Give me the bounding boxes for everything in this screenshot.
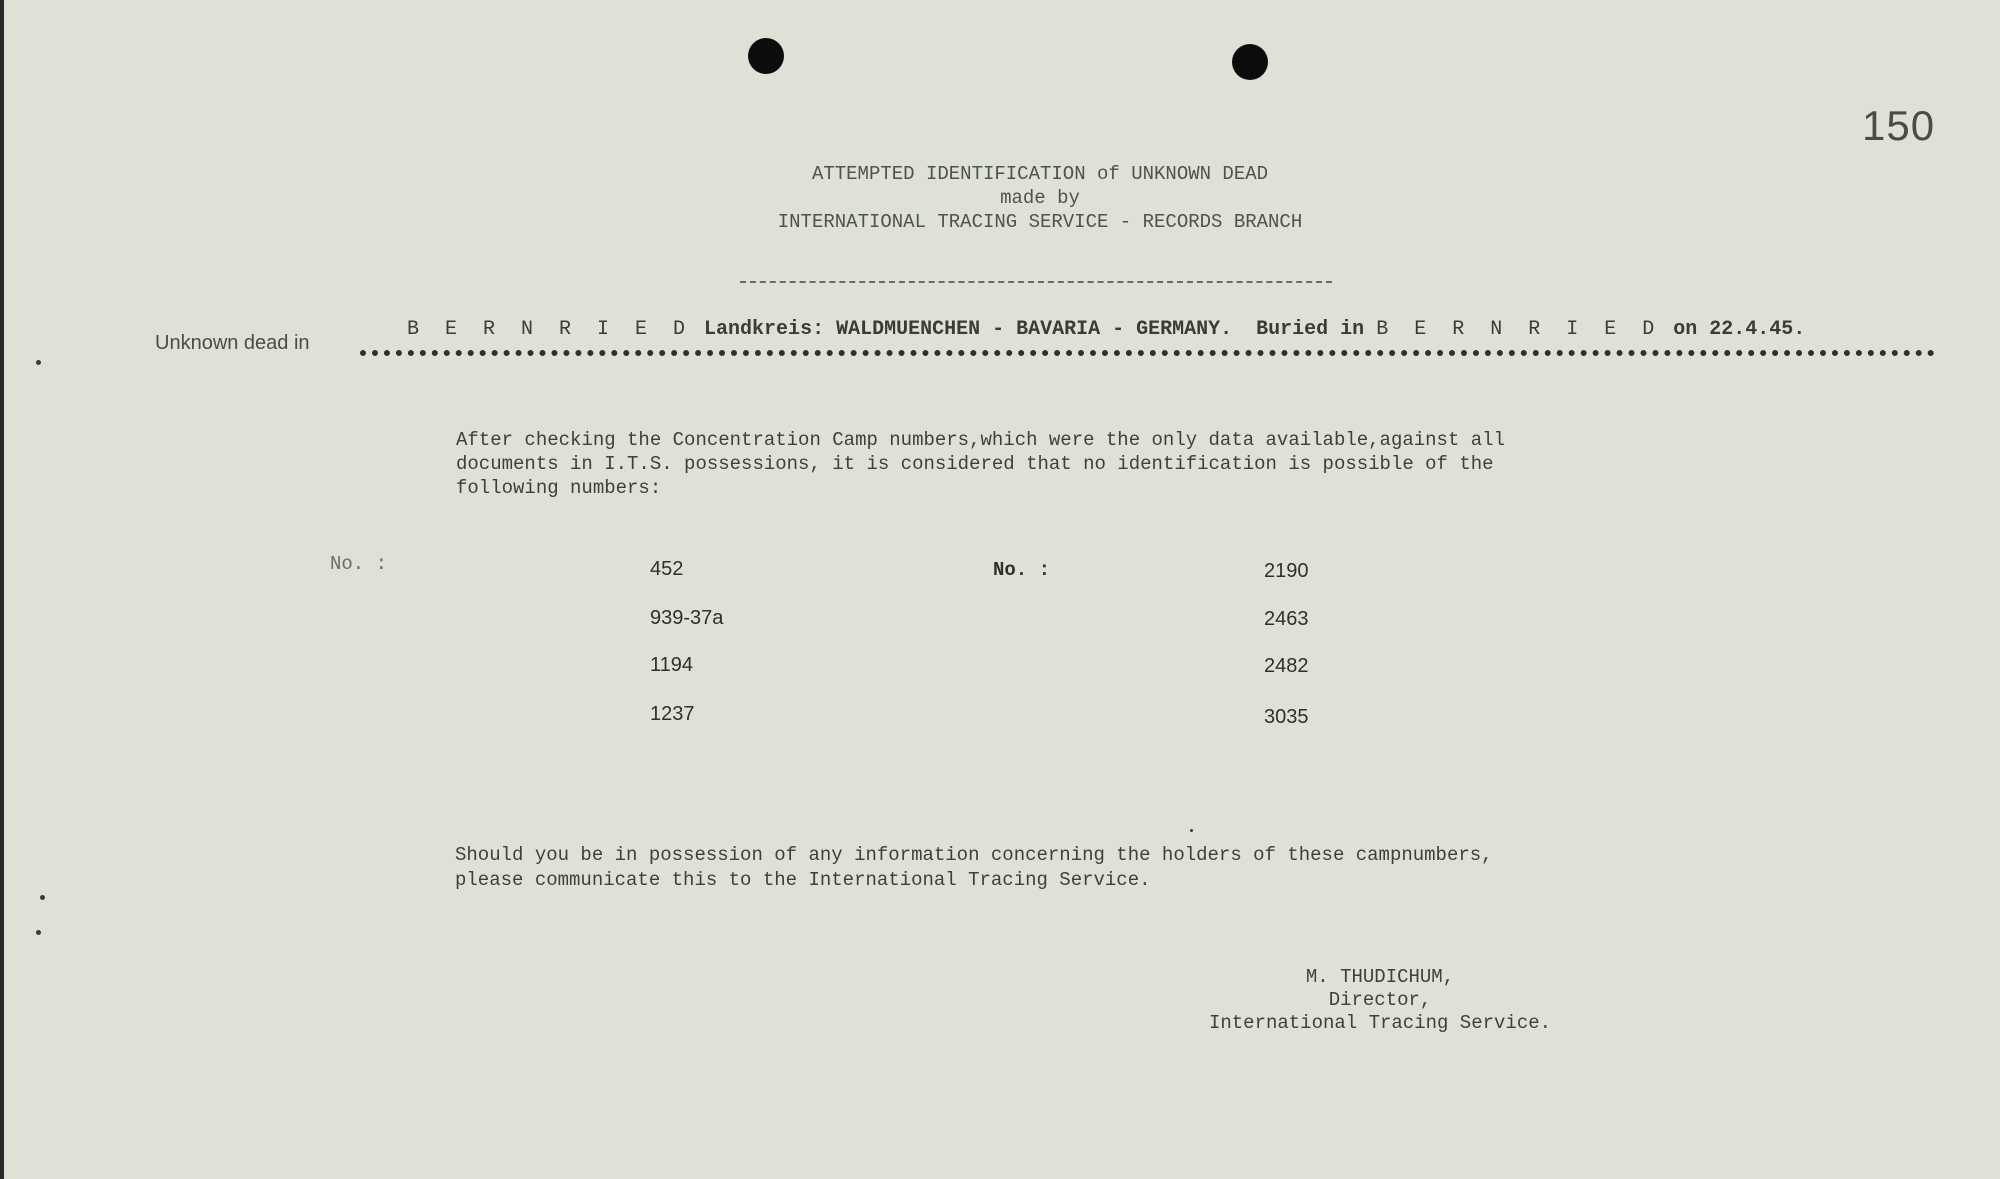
death-place: B E R N R I E D	[407, 318, 693, 341]
camp-number-right-2: 2463	[1264, 608, 1309, 630]
camp-number-left-4: 1237	[650, 703, 695, 725]
signatory-name: M. THUDICHUM,	[1305, 966, 1455, 988]
district: Landkreis: WALDMUENCHEN - BAVARIA - GERMANY.	[704, 318, 1233, 341]
unknown-dead-line	[155, 318, 1935, 358]
camp-number-left-3: 1194	[650, 654, 694, 676]
buried-label: Buried in	[1256, 318, 1365, 341]
camp-number-right-3: 2482	[1264, 655, 1309, 677]
camp-number-left-2: 939-37a	[650, 607, 724, 629]
paper-speck	[36, 360, 41, 365]
signature-block	[1150, 966, 1610, 1035]
header-title: ATTEMPTED IDENTIFICATION of UNKNOWN DEAD	[811, 163, 1269, 185]
closing-line-1: Should you be in possession of any information concerning the holders of these campnumbers,	[455, 844, 1493, 866]
numbers-label-left: No. :	[330, 553, 388, 575]
location-details	[407, 318, 1805, 341]
camp-number-right-1: 2190	[1264, 560, 1309, 582]
unknown-dead-label: Unknown dead in	[155, 332, 310, 354]
paper-speck	[40, 895, 45, 900]
camp-number-right-4: 3035	[1264, 706, 1309, 728]
dotted-leader	[360, 350, 1935, 356]
findings-line-3: following numbers:	[456, 477, 662, 499]
findings-line-1: After checking the Concentration Camp numbers,which were the only data available,against all	[456, 429, 1505, 451]
document-header	[560, 162, 1520, 234]
numbers-label-right: No. :	[993, 559, 1051, 581]
burial-place: B E R N R I E D	[1376, 318, 1662, 341]
header-made-by: made by	[1000, 187, 1080, 209]
closing-line-2: please communicate this to the International Tracing Service.	[455, 869, 1151, 891]
signatory-organization: International Tracing Service.	[1208, 1012, 1552, 1034]
header-divider	[740, 281, 1332, 283]
paper-speck	[36, 930, 41, 935]
findings-line-2: documents in I.T.S. possessions, it is considered that no identification is possible of the	[456, 453, 1494, 475]
punch-hole-left	[748, 38, 784, 74]
signatory-title: Director,	[1328, 989, 1432, 1011]
punch-hole-right	[1232, 44, 1268, 80]
page-number: 150	[1862, 102, 1936, 149]
page-edge	[0, 0, 4, 1179]
findings-paragraph	[456, 428, 1656, 500]
header-organization: INTERNATIONAL TRACING SERVICE - RECORDS BRANCH	[777, 211, 1303, 233]
paper-speck	[1190, 829, 1193, 832]
closing-paragraph	[455, 843, 1655, 893]
camp-number-left-1: 452	[650, 558, 684, 580]
burial-date: on 22.4.45.	[1673, 318, 1806, 341]
